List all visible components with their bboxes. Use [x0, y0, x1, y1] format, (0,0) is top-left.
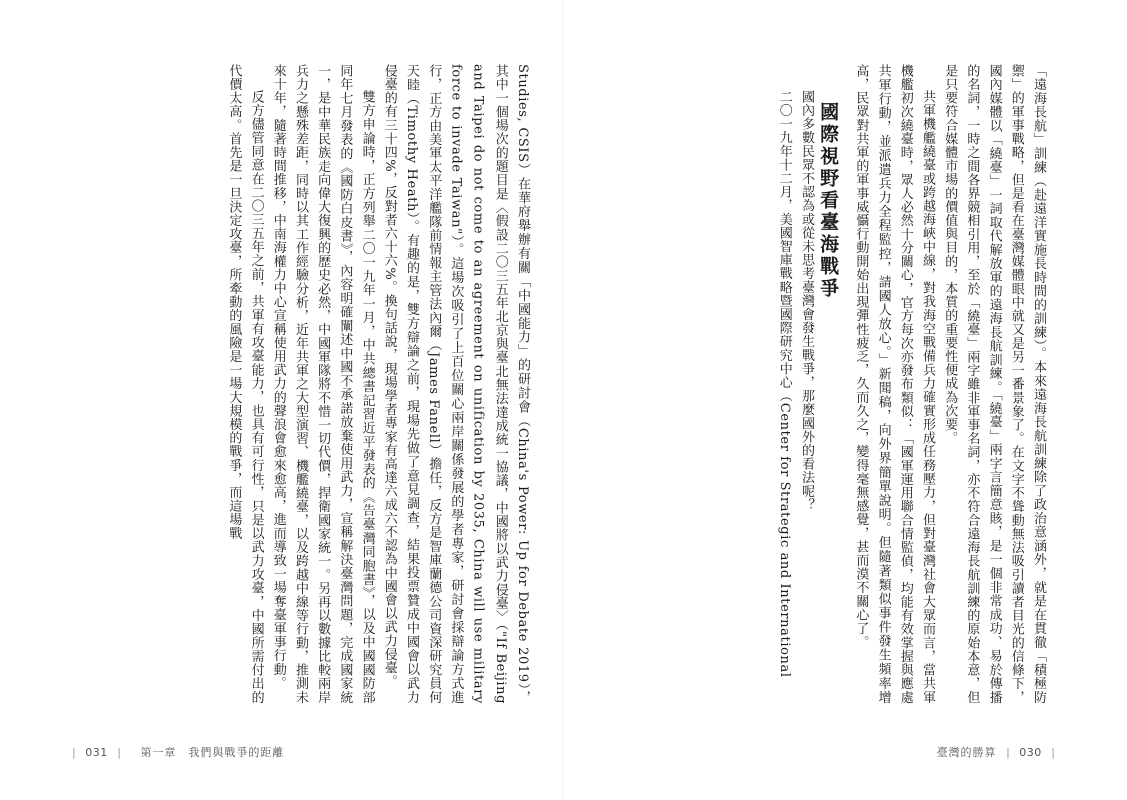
footer-divider: |	[117, 746, 121, 759]
left-page-body	[63, 64, 533, 704]
paragraph: 二〇一九年十二月，美國智庫戰略暨國際研究中心（Center for Strategic and International	[776, 90, 792, 678]
page-number: 030	[1019, 746, 1042, 759]
left-page-footer	[66, 744, 284, 760]
paragraph: 共軍機艦繞臺或跨越海峽中線，對我海空戰備兵力確實形成任務壓力，但對臺灣社會大眾而言，當共軍機艦初次繞臺時，眾人必然十分關心，官方每次亦發布類似：「國軍運用聯合情監偵，均能有效掌握與應處共軍行動，並派遣兵力全程監控，請國人放心。」新聞稿，向外界簡單說明。但隨著類似事件發生頻率增高，民眾對共軍的軍事威懾行動開始出現彈性疲乏，久而久之，變得毫無感覺，甚而漠不關心了。	[853, 64, 935, 704]
paragraph: 雙方申論時，正方列舉二〇一九年一月，中共總書記習近平發表的《告臺灣同胞書》，以及中國國防部同年七月發表的《國防白皮書》，內容明確闡述中國不承諾放棄使用武力，宣稱解決臺灣問題，完成國家統一，是中華民族走向偉大復興的歷史必然，中國軍隊將不惜一切代價，捍衛國家統一。另再以數據比較兩岸兵力之懸殊差距，同時以其工作經驗分析，近年共軍之大型演習、機艦繞臺，以及跨越中線等行動，推測未來十年，隨著時間推移，中南海權力中心宣稱使用武力的聲浪會愈來愈高，進而導致一場奪臺軍事行動。	[270, 64, 375, 704]
paragraph: Studies, CSIS）在華府舉辦有關「中國能力」的研討會（China's Power: Up for Debate 2019），其中一個場次的題目是〈假設二〇三五年北京與臺北無法達成統一協議，中國將以武力侵臺〉（"If Beijing and Taipei do not come to an agreement on unification by 2035, China will use military force to invade Taiwan"）。這場次吸引了上百位關心兩岸關係發展的學者專家，研討會採辯論方式進行，正方由美軍太平洋艦隊前情報主管法內爾（James Fanell）擔任，反方是智庫蘭德公司資深研究員何天睦（Timothy Heath）。有趣的是，雙方辯論之前，現場先做了意見調查，結果投票贊成中國會以武力侵臺的有三十四%，反對者六十六%。換句話說，現場學者專家有高達六成六不認為中國會以武力侵臺。	[381, 64, 530, 704]
page-right	[563, 0, 1127, 800]
footer-divider: |	[72, 746, 76, 759]
paragraph: 國內多數民眾不認為或從未思考臺灣會發生戰爭，那麼國外的看法呢？	[798, 90, 814, 512]
running-title: 臺灣的勝算	[936, 746, 997, 759]
paragraph: 反方儘管同意在二〇三五年之前，共軍有攻臺能力，也具有可行性，只是以武力攻臺，中國所需付出的代價太高。首先是一旦決定攻臺，所牽動的風險是一場大規模的戰爭，而這場戰	[226, 64, 264, 704]
running-title: 第一章 我們與戰爭的距離	[140, 746, 285, 759]
footer-divider: |	[1051, 746, 1055, 759]
page-number: 031	[85, 746, 108, 759]
page-left	[0, 0, 563, 800]
right-page-body	[629, 64, 1049, 704]
section-heading: 國際視野看臺海戰爭	[817, 102, 840, 300]
footer-divider: |	[1006, 746, 1010, 759]
paragraph: 「遠海長航」訓練（赴遠洋實施長時間的訓練）。本來遠海長航訓練除了政治意涵外，就是在貫徹「積極防禦」的軍事戰略，但是看在臺灣媒體眼中就又是另一番景象了。在文字不聳動無法吸引讀者目光的信條下，國內媒體以「繞臺」一詞取代解放軍的遠海長航訓練。「繞臺」兩字言簡意賅，是一個非常成功、易於傳播的名詞，一時之間各界競相引用，至於「繞臺」兩字雖非軍事名詞，亦不符合遠海長航訓練的原始本意，但是只要符合媒體市場的價值與目的，本質的重要性便成為次要。	[942, 64, 1046, 704]
right-page-footer	[927, 744, 1061, 760]
